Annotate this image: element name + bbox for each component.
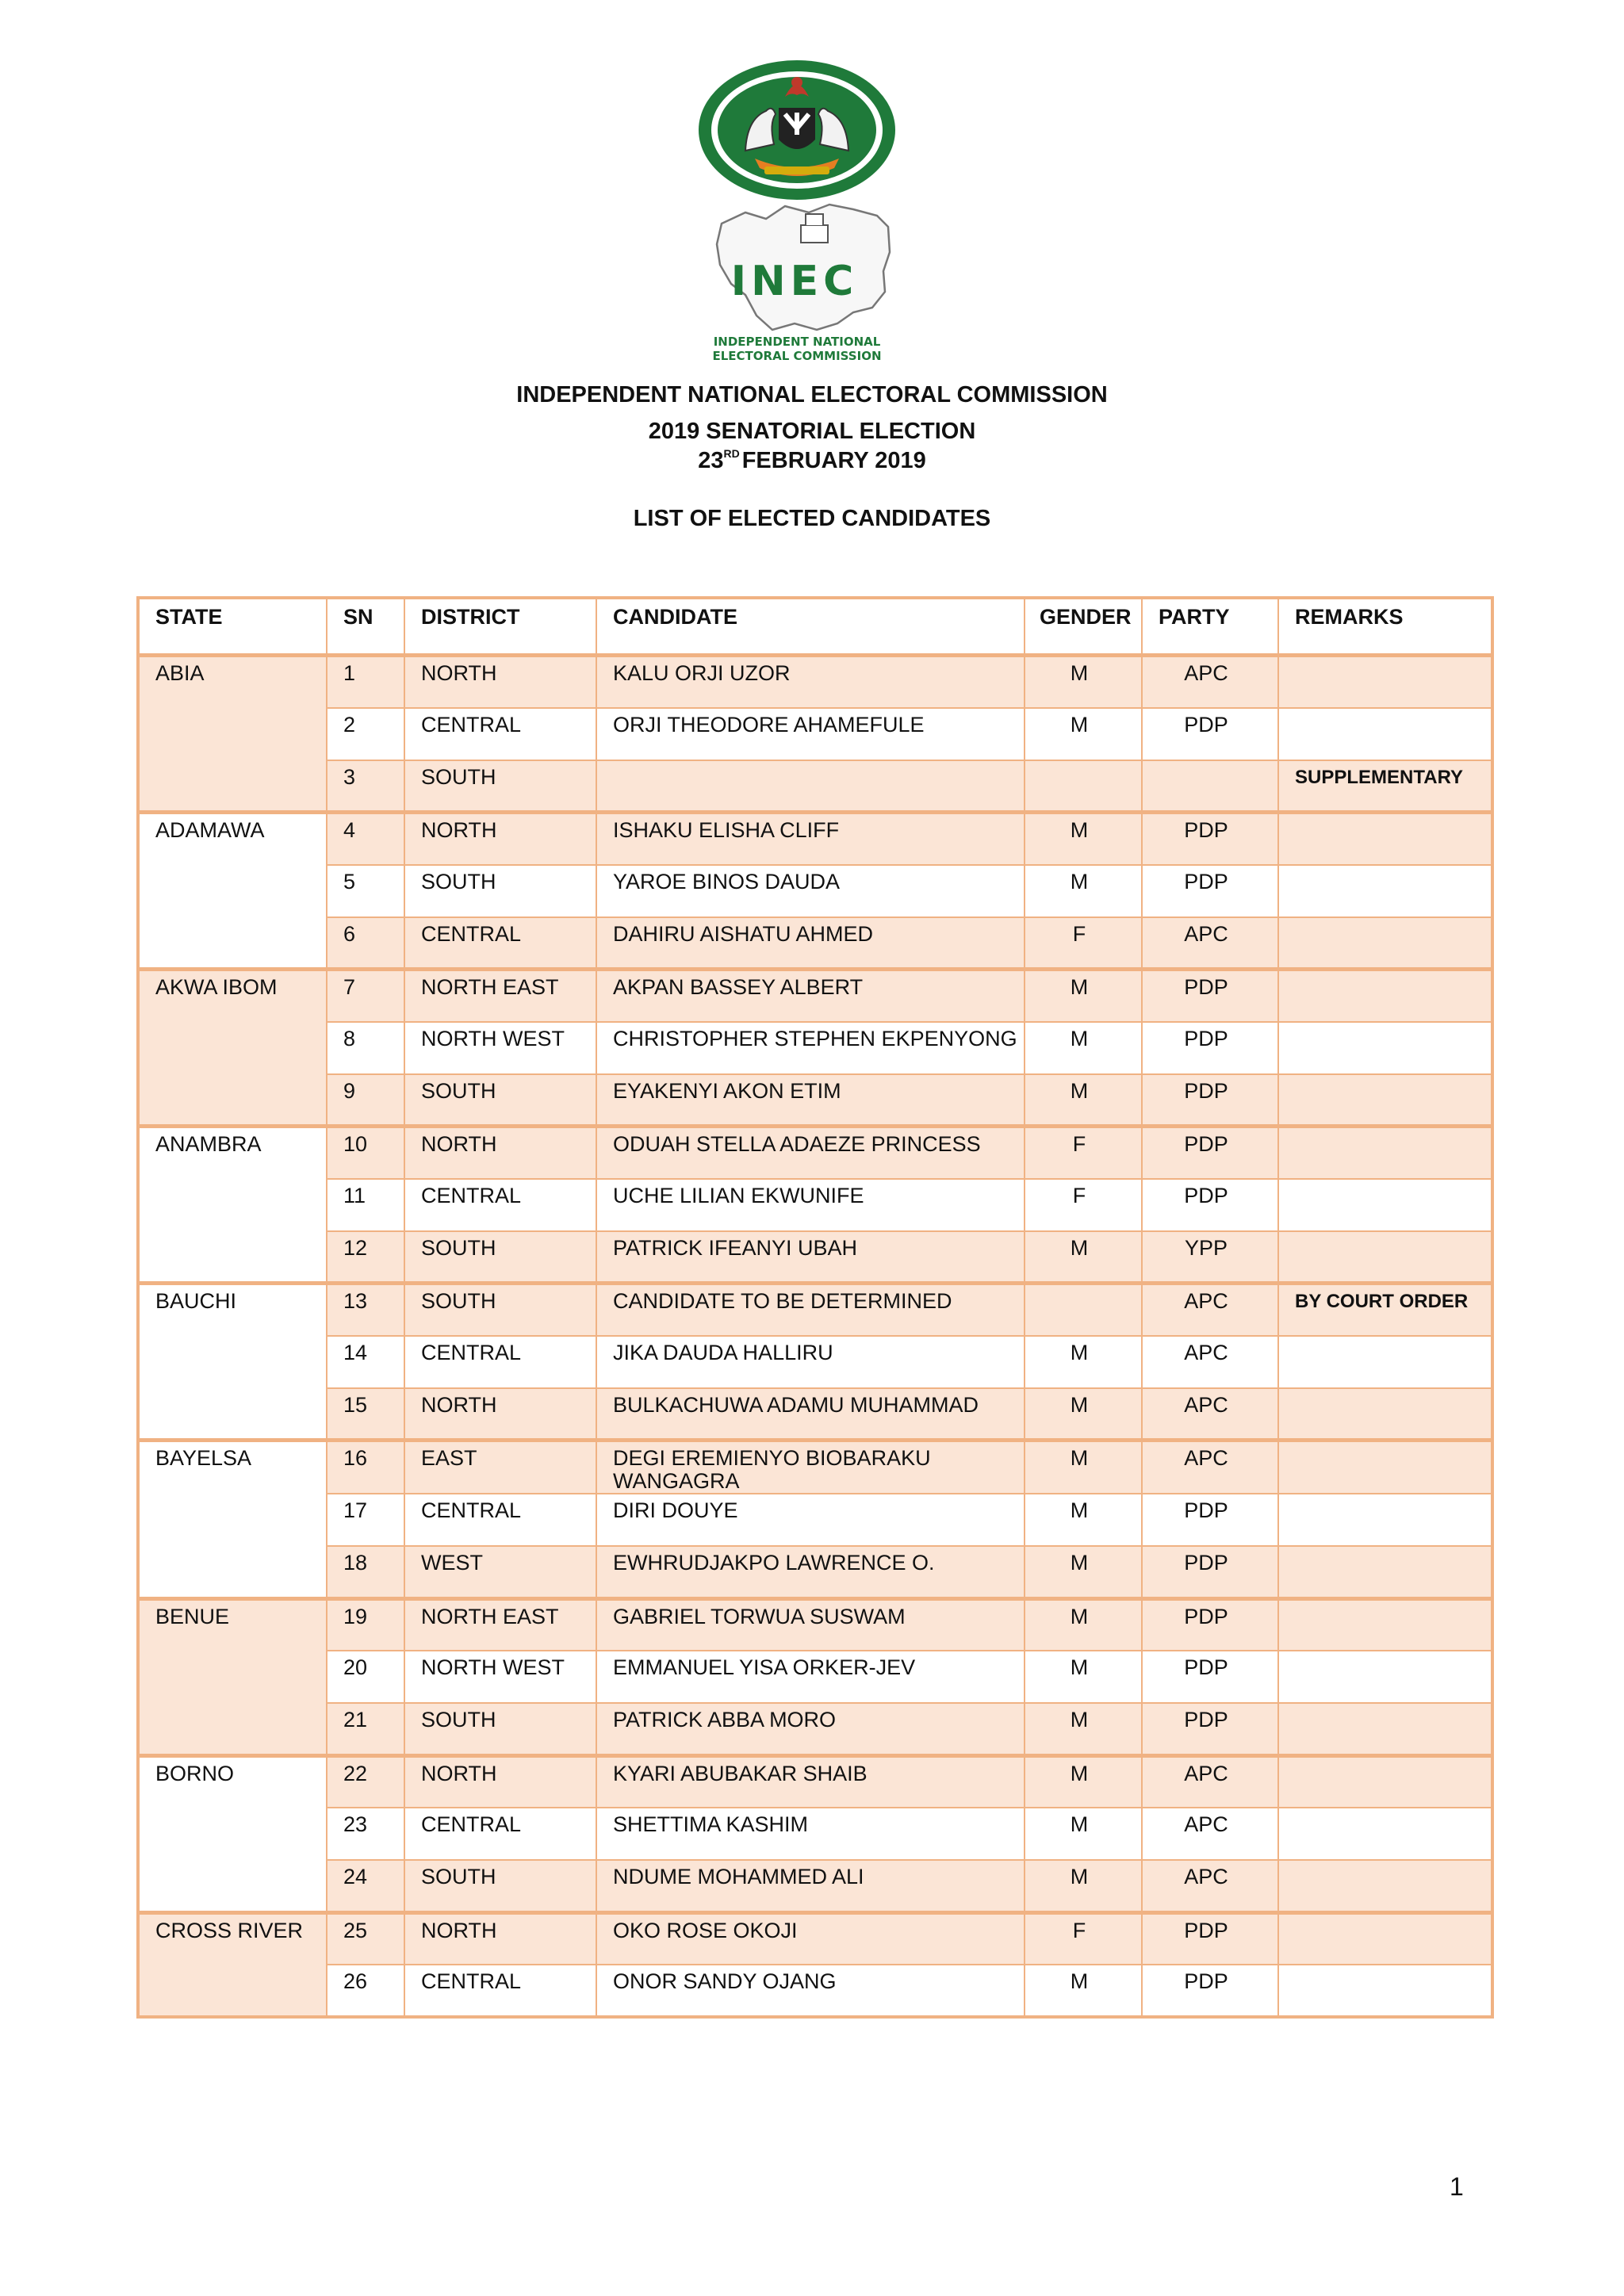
state-cell: ANAMBRA [138, 1127, 327, 1284]
state-cell: CROSS RIVER [138, 1912, 327, 2017]
remarks-cell [1278, 656, 1492, 708]
table-row [138, 1022, 1492, 1074]
candidate-cell: CHRISTOPHER STEPHEN EKPENYONG [596, 1022, 1025, 1074]
district-cell: SOUTH [404, 1860, 596, 1912]
party-cell: PDP [1142, 1965, 1278, 2017]
column-header-sn: SN [327, 598, 404, 656]
remarks-cell [1278, 1388, 1492, 1441]
election-heading: 2019 SENATORIAL ELECTION [648, 419, 976, 444]
party-cell: APC [1142, 1808, 1278, 1860]
gender-cell [1025, 760, 1142, 813]
candidate-cell: DEGI EREMIENYO BIOBARAKU WANGAGRA [596, 1441, 1025, 1494]
party-cell: APC [1142, 1860, 1278, 1912]
party-cell: APC [1142, 1755, 1278, 1808]
sn-cell: 2 [327, 708, 404, 760]
table-row [138, 1598, 1492, 1651]
table-row [138, 970, 1492, 1022]
remarks-cell [1278, 1074, 1492, 1127]
logo-name-line1: INDEPENDENT NATIONAL [713, 335, 881, 349]
column-header-gender: GENDER [1025, 598, 1142, 656]
candidate-cell: BULKACHUWA ADAMU MUHAMMAD [596, 1388, 1025, 1441]
date-rest: FEBRUARY 2019 [741, 448, 926, 473]
table-row [138, 1179, 1492, 1231]
column-header-state: STATE [138, 598, 327, 656]
sn-cell: 18 [327, 1546, 404, 1598]
table-row [138, 656, 1492, 708]
table-row [138, 1074, 1492, 1127]
table-row [138, 1546, 1492, 1598]
candidate-cell: SHETTIMA KASHIM [596, 1808, 1025, 1860]
district-cell: NORTH EAST [404, 970, 596, 1022]
sn-cell: 9 [327, 1074, 404, 1127]
table-row [138, 1441, 1492, 1494]
remarks-cell [1278, 1598, 1492, 1651]
remarks-cell [1278, 917, 1492, 970]
table-row [138, 1284, 1492, 1336]
sn-cell: 7 [327, 970, 404, 1022]
remarks-cell [1278, 1860, 1492, 1912]
district-cell: SOUTH [404, 1284, 596, 1336]
remarks-cell: BY COURT ORDER [1278, 1284, 1492, 1336]
party-cell: APC [1142, 1388, 1278, 1441]
remarks-cell [1278, 1336, 1492, 1388]
party-cell: APC [1142, 1284, 1278, 1336]
gender-cell: M [1025, 1388, 1142, 1441]
candidate-cell: JIKA DAUDA HALLIRU [596, 1336, 1025, 1388]
remarks-cell [1278, 970, 1492, 1022]
candidate-cell: KALU ORJI UZOR [596, 656, 1025, 708]
gender-cell: M [1025, 1755, 1142, 1808]
page-number: 1 [1450, 2172, 1464, 2201]
sn-cell: 22 [327, 1755, 404, 1808]
remarks-cell [1278, 1755, 1492, 1808]
remarks-cell [1278, 1441, 1492, 1494]
state-cell: BORNO [138, 1755, 327, 1912]
remarks-cell [1278, 1546, 1492, 1598]
table-row [138, 1755, 1492, 1808]
party-cell: PDP [1142, 1912, 1278, 1965]
party-cell: PDP [1142, 1546, 1278, 1598]
district-cell: CENTRAL [404, 1179, 596, 1231]
inec-logo-graphic [690, 57, 904, 366]
gender-cell: M [1025, 1703, 1142, 1755]
party-cell: PDP [1142, 865, 1278, 917]
candidate-cell: NDUME MOHAMMED ALI [596, 1860, 1025, 1912]
district-cell: CENTRAL [404, 1336, 596, 1388]
party-cell: APC [1142, 1336, 1278, 1388]
sn-cell: 5 [327, 865, 404, 917]
remarks-cell [1278, 813, 1492, 865]
table-row [138, 1651, 1492, 1703]
remarks-cell [1278, 1231, 1492, 1284]
district-cell: CENTRAL [404, 1808, 596, 1860]
gender-cell: F [1025, 1179, 1142, 1231]
sn-cell: 25 [327, 1912, 404, 1965]
sn-cell: 10 [327, 1127, 404, 1179]
gender-cell: M [1025, 1494, 1142, 1546]
sn-cell: 3 [327, 760, 404, 813]
gender-cell: M [1025, 1441, 1142, 1494]
district-cell: SOUTH [404, 865, 596, 917]
state-cell: BAYELSA [138, 1441, 327, 1599]
party-cell: PDP [1142, 1703, 1278, 1755]
sn-cell: 23 [327, 1808, 404, 1860]
gender-cell: M [1025, 1022, 1142, 1074]
sn-cell: 17 [327, 1494, 404, 1546]
remarks-cell [1278, 1703, 1492, 1755]
table-row [138, 1965, 1492, 2017]
party-cell: PDP [1142, 1022, 1278, 1074]
party-cell: PDP [1142, 1127, 1278, 1179]
district-cell: NORTH [404, 1912, 596, 1965]
district-cell: SOUTH [404, 1703, 596, 1755]
sn-cell: 14 [327, 1336, 404, 1388]
party-cell: APC [1142, 1441, 1278, 1494]
table-row [138, 1703, 1492, 1755]
sn-cell: 6 [327, 917, 404, 970]
candidate-cell: GABRIEL TORWUA SUSWAM [596, 1598, 1025, 1651]
gender-cell: M [1025, 708, 1142, 760]
candidate-cell: EYAKENYI AKON ETIM [596, 1074, 1025, 1127]
candidate-cell: ORJI THEODORE AHAMEFULE [596, 708, 1025, 760]
candidate-cell: ODUAH STELLA ADAEZE PRINCESS [596, 1127, 1025, 1179]
logo-acronym: INEC [730, 258, 859, 305]
table-row [138, 1127, 1492, 1179]
table-body [138, 656, 1492, 2018]
district-cell: NORTH [404, 1755, 596, 1808]
candidate-cell: DIRI DOUYE [596, 1494, 1025, 1546]
column-header-remarks: REMARKS [1278, 598, 1492, 656]
district-cell: CENTRAL [404, 1494, 596, 1546]
state-cell: BAUCHI [138, 1284, 327, 1441]
sn-cell: 8 [327, 1022, 404, 1074]
party-cell: PDP [1142, 708, 1278, 760]
district-cell: SOUTH [404, 760, 596, 813]
sn-cell: 21 [327, 1703, 404, 1755]
party-cell: PDP [1142, 1074, 1278, 1127]
table-row [138, 865, 1492, 917]
sn-cell: 26 [327, 1965, 404, 2017]
district-cell: SOUTH [404, 1074, 596, 1127]
table-row [138, 1912, 1492, 1965]
party-cell: YPP [1142, 1231, 1278, 1284]
sn-cell: 24 [327, 1860, 404, 1912]
table-row [138, 760, 1492, 813]
sn-cell: 15 [327, 1388, 404, 1441]
date-day: 23 [698, 448, 724, 473]
gender-cell: F [1025, 917, 1142, 970]
candidate-cell: EMMANUEL YISA ORKER-JEV [596, 1651, 1025, 1703]
gender-cell: M [1025, 865, 1142, 917]
organization-heading: INDEPENDENT NATIONAL ELECTORAL COMMISSION [516, 382, 1108, 408]
candidate-cell: OKO ROSE OKOJI [596, 1912, 1025, 1965]
table-row [138, 1808, 1492, 1860]
election-date [0, 447, 1624, 474]
inec-logo [690, 57, 904, 366]
candidate-cell: DAHIRU AISHATU AHMED [596, 917, 1025, 970]
district-cell: NORTH [404, 813, 596, 865]
gender-cell [1025, 1284, 1142, 1336]
candidate-cell: PATRICK ABBA MORO [596, 1703, 1025, 1755]
remarks-cell [1278, 865, 1492, 917]
gender-cell: M [1025, 1808, 1142, 1860]
gender-cell: M [1025, 1965, 1142, 2017]
table-row [138, 708, 1492, 760]
district-cell: NORTH EAST [404, 1598, 596, 1651]
remarks-cell [1278, 1965, 1492, 2017]
candidate-cell: AKPAN BASSEY ALBERT [596, 970, 1025, 1022]
district-cell: EAST [404, 1441, 596, 1494]
party-cell: APC [1142, 917, 1278, 970]
party-cell [1142, 760, 1278, 813]
remarks-cell [1278, 1179, 1492, 1231]
party-cell: PDP [1142, 970, 1278, 1022]
candidate-cell: ISHAKU ELISHA CLIFF [596, 813, 1025, 865]
table-row [138, 1860, 1492, 1912]
state-cell: BENUE [138, 1598, 327, 1755]
elected-candidates-table [136, 596, 1494, 2019]
district-cell: NORTH [404, 1127, 596, 1179]
candidate-cell: ONOR SANDY OJANG [596, 1965, 1025, 2017]
remarks-cell: SUPPLEMENTARY [1278, 760, 1492, 813]
district-cell: SOUTH [404, 1231, 596, 1284]
column-header-party: PARTY [1142, 598, 1278, 656]
list-title: LIST OF ELECTED CANDIDATES [633, 506, 991, 531]
candidate-cell: YAROE BINOS DAUDA [596, 865, 1025, 917]
gender-cell: M [1025, 1074, 1142, 1127]
candidate-cell: EWHRUDJAKPO LAWRENCE O. [596, 1546, 1025, 1598]
remarks-cell [1278, 1494, 1492, 1546]
state-cell: ADAMAWA [138, 813, 327, 970]
table-row [138, 1336, 1492, 1388]
sn-cell: 16 [327, 1441, 404, 1494]
district-cell: NORTH [404, 656, 596, 708]
remarks-cell [1278, 1651, 1492, 1703]
district-cell: NORTH [404, 1388, 596, 1441]
party-cell: PDP [1142, 1179, 1278, 1231]
sn-cell: 20 [327, 1651, 404, 1703]
candidate-cell: UCHE LILIAN EKWUNIFE [596, 1179, 1025, 1231]
gender-cell: M [1025, 970, 1142, 1022]
gender-cell: M [1025, 1860, 1142, 1912]
district-cell: NORTH WEST [404, 1651, 596, 1703]
candidate-cell: PATRICK IFEANYI UBAH [596, 1231, 1025, 1284]
candidate-cell: KYARI ABUBAKAR SHAIB [596, 1755, 1025, 1808]
gender-cell: M [1025, 813, 1142, 865]
party-cell: APC [1142, 656, 1278, 708]
gender-cell: M [1025, 1336, 1142, 1388]
gender-cell: F [1025, 1912, 1142, 1965]
date-suffix: RD [723, 447, 740, 460]
party-cell: PDP [1142, 1494, 1278, 1546]
sn-cell: 13 [327, 1284, 404, 1336]
table-row [138, 1494, 1492, 1546]
state-cell: AKWA IBOM [138, 970, 327, 1127]
sn-cell: 1 [327, 656, 404, 708]
candidate-cell: CANDIDATE TO BE DETERMINED [596, 1284, 1025, 1336]
sn-cell: 4 [327, 813, 404, 865]
district-cell: CENTRAL [404, 1965, 596, 2017]
party-cell: PDP [1142, 1598, 1278, 1651]
sn-cell: 12 [327, 1231, 404, 1284]
gender-cell: M [1025, 1598, 1142, 1651]
gender-cell: F [1025, 1127, 1142, 1179]
party-cell: PDP [1142, 813, 1278, 865]
district-cell: CENTRAL [404, 708, 596, 760]
table-row [138, 917, 1492, 970]
remarks-cell [1278, 1127, 1492, 1179]
table-header-row [138, 598, 1492, 656]
sn-cell: 11 [327, 1179, 404, 1231]
party-cell: PDP [1142, 1651, 1278, 1703]
sn-cell: 19 [327, 1598, 404, 1651]
column-header-candidate: CANDIDATE [596, 598, 1025, 656]
remarks-cell [1278, 708, 1492, 760]
district-cell: WEST [404, 1546, 596, 1598]
gender-cell: M [1025, 1231, 1142, 1284]
table-row [138, 813, 1492, 865]
table-row [138, 1231, 1492, 1284]
candidate-cell [596, 760, 1025, 813]
remarks-cell [1278, 1022, 1492, 1074]
gender-cell: M [1025, 1546, 1142, 1598]
remarks-cell [1278, 1912, 1492, 1965]
district-cell: NORTH WEST [404, 1022, 596, 1074]
table-row [138, 1388, 1492, 1441]
column-header-district: DISTRICT [404, 598, 596, 656]
state-cell: ABIA [138, 656, 327, 813]
remarks-cell [1278, 1808, 1492, 1860]
logo-name-line2: ELECTORAL COMMISSION [712, 349, 882, 363]
district-cell: CENTRAL [404, 917, 596, 970]
gender-cell: M [1025, 1651, 1142, 1703]
gender-cell: M [1025, 656, 1142, 708]
